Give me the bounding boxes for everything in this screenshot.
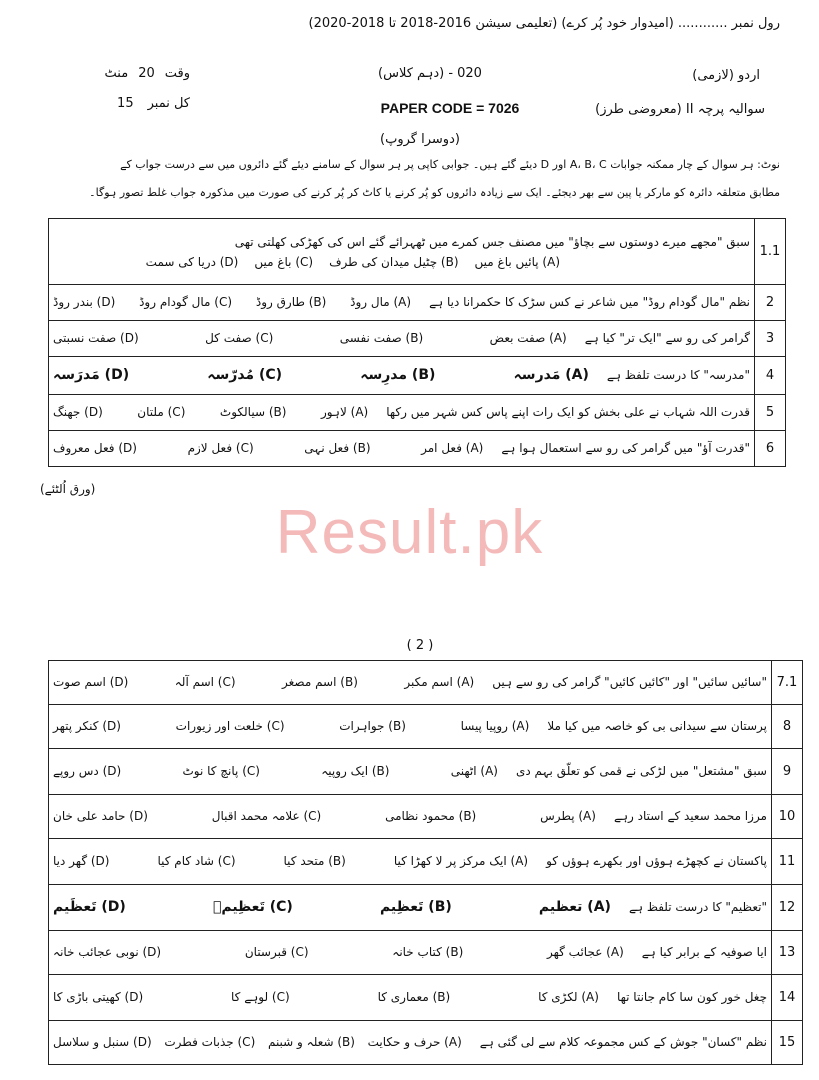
option-c: (C) باغ میں xyxy=(254,254,314,269)
option-a: (A) پطرس xyxy=(540,809,596,824)
question-text: ایا صوفیہ کے برابر کیا ہے xyxy=(641,945,767,960)
options-group xyxy=(53,764,498,778)
option-c: (C) شاد کام کیا xyxy=(157,854,236,869)
option-b: (B) شعلہ و شبنم xyxy=(267,1035,355,1050)
option-b: (B) فعل نہی xyxy=(304,441,371,456)
question-row xyxy=(49,661,803,705)
option-b: (B) چٹیل میدان کی طرف xyxy=(329,254,459,269)
options-group xyxy=(53,405,368,419)
note-line-2: مطابق متعلقہ دائرہ کو مارکر یا پین سے بھر دیجئے۔ ایک سے زیادہ دائروں کو پُر کرنے یا کاٹ کر پُر کرنے کی صورت میں مذکورہ جواب غلط تصور ہوگا۔ xyxy=(89,186,780,199)
question-body xyxy=(49,431,755,467)
option-d: (D) بندر روڈ xyxy=(53,295,116,310)
option-a: (A) ایک مرکز پر لا کھڑا کیا xyxy=(393,854,529,869)
option-b: (B) مدرِسہ xyxy=(360,367,436,384)
question-content xyxy=(53,945,767,959)
option-c: (C) فعل لازم xyxy=(187,441,254,456)
question-row xyxy=(49,219,786,285)
option-d: (D) حامد علی خان xyxy=(53,809,148,824)
question-row xyxy=(49,749,803,795)
question-body xyxy=(49,357,755,395)
paper-code: PAPER CODE = 7026 xyxy=(380,100,520,116)
options-group xyxy=(53,367,589,384)
question-number: 14 xyxy=(772,975,803,1021)
question-content xyxy=(53,441,750,455)
page-marker: ( 2 ) xyxy=(406,638,434,653)
question-text: پاکستان نے کچھڑے ہوؤں اور بکھرے ہوؤں کو xyxy=(546,854,767,869)
options-group xyxy=(53,295,411,309)
option-b: (B) ایک روپیہ xyxy=(321,764,390,779)
question-body xyxy=(49,705,772,749)
option-a: (A) مَدرسہ xyxy=(513,367,589,384)
options-group xyxy=(53,675,474,689)
option-d: (D) کنکر پتھر xyxy=(53,719,121,734)
option-c: (C) لوہے کا xyxy=(231,990,290,1005)
option-d: (D) تَعظَیم xyxy=(53,899,126,916)
question-text: سبق "مشتعل" میں لڑکی نے قمی کو تعلّق بہم دی xyxy=(515,764,767,779)
question-content xyxy=(53,235,750,269)
question-content xyxy=(53,990,767,1004)
total-marks-value: 15 xyxy=(117,96,134,111)
total-marks-block xyxy=(80,96,190,111)
option-c: (C) خلعت اور زیورات xyxy=(175,719,285,734)
option-d: (D) مَدرَسہ xyxy=(53,367,130,384)
question-text: "قدرت آؤ" میں گرامر کی رو سے استعمال ہوا ہے xyxy=(501,441,750,456)
mcq-table-1 xyxy=(48,218,786,467)
question-number: 4 xyxy=(755,357,786,395)
option-d: (D) جھنگ xyxy=(53,405,103,420)
question-number: 11 xyxy=(772,839,803,885)
question-content xyxy=(53,675,767,689)
question-content xyxy=(53,405,750,419)
question-row xyxy=(49,705,803,749)
option-a: (A) لکڑی کا xyxy=(538,990,599,1005)
question-text: سبق "مجھے میرے دوستوں سے بچاؤ" میں مصنف جس کمرے میں ٹھہرائے گئے اس کی کھڑکی کھلتی تھی xyxy=(234,234,750,249)
question-number: 6 xyxy=(755,431,786,467)
options-group xyxy=(53,1035,462,1049)
option-d: (D) کھیتی باڑی کا xyxy=(53,990,144,1005)
option-c: (C) صفت کل xyxy=(205,331,274,346)
question-content xyxy=(53,1035,767,1049)
option-b: (B) محمود نظامی xyxy=(385,809,477,824)
question-number: 2 xyxy=(755,285,786,321)
option-a: (A) صفت بعض xyxy=(489,331,567,346)
time-label: وقت xyxy=(164,66,190,81)
question-text: "مدرسہ" کا درست تلفظ ہے xyxy=(606,368,750,383)
options-group xyxy=(53,719,529,733)
options-group xyxy=(53,441,483,455)
options-group xyxy=(53,854,528,868)
option-c: (C) تَعظِیمؔ xyxy=(212,899,293,916)
options-group xyxy=(53,809,596,823)
watermark: Result.pk xyxy=(275,498,544,567)
question-body xyxy=(49,1021,772,1065)
option-b: (B) اسم مصغر xyxy=(282,675,358,690)
option-d: (D) دس روپے xyxy=(53,764,122,779)
question-text: پرستان سے سیدانی بی کو خاصہ میں کیا ملا xyxy=(547,719,767,734)
option-a: (A) اسم مکبر xyxy=(404,675,475,690)
option-a: (A) تعظیم xyxy=(538,899,611,916)
option-a: (A) لاہور xyxy=(320,405,369,420)
question-content xyxy=(53,854,767,868)
options-group xyxy=(53,331,567,345)
option-b: (B) تَعظِیم xyxy=(379,899,452,916)
options-group xyxy=(53,990,599,1004)
option-d: (D) دریا کی سمت xyxy=(145,254,239,269)
options-group xyxy=(53,255,750,269)
question-body xyxy=(49,285,755,321)
question-number: 9 xyxy=(772,749,803,795)
option-b: (B) کتاب خانہ xyxy=(392,945,464,960)
question-text: نظم "مال گودام روڈ" میں شاعر نے کس سڑک کا حکمرانا دیا ہے xyxy=(429,295,750,310)
option-b: (B) سیالکوٹ xyxy=(219,405,287,420)
mcq-table-2 xyxy=(48,660,803,1065)
option-d: (D) اسم صوت xyxy=(53,675,129,690)
option-a: (A) روپیا پیسا xyxy=(460,719,530,734)
question-row xyxy=(49,931,803,975)
question-text: نظم "کسان" جوش کے کس مجموعہ کلام سے لی گئی ہے xyxy=(479,1035,767,1050)
question-text: چغل خور کون سا کام جانتا تھا xyxy=(616,990,767,1005)
question-body xyxy=(49,661,772,705)
options-group xyxy=(53,945,624,959)
question-row xyxy=(49,431,786,467)
question-row xyxy=(49,885,803,931)
paper-level: 020 - (دہم کلاس) xyxy=(378,66,482,81)
question-text: گرامر کی رو سے "ایک تر" کیا ہے xyxy=(584,331,750,346)
question-body xyxy=(49,839,772,885)
question-body xyxy=(49,321,755,357)
question-content xyxy=(53,295,750,309)
question-number: 5 xyxy=(755,395,786,431)
question-content xyxy=(53,764,767,778)
question-row xyxy=(49,321,786,357)
question-body xyxy=(49,975,772,1021)
options-group xyxy=(53,899,611,916)
question-number: 3 xyxy=(755,321,786,357)
option-c: (C) جذبات فطرت xyxy=(164,1035,256,1050)
option-b: (B) جواہرات xyxy=(339,719,406,734)
question-body xyxy=(49,885,772,931)
question-row xyxy=(49,1021,803,1065)
question-number: 10 xyxy=(772,795,803,839)
option-c: (C) علامہ محمد اقبال xyxy=(211,809,322,824)
question-row xyxy=(49,839,803,885)
question-number: 13 xyxy=(772,931,803,975)
question-text: مرزا محمد سعید کے استاد رہے xyxy=(613,809,767,824)
option-d: (D) فعل معروف xyxy=(53,441,137,456)
question-content xyxy=(53,331,750,345)
question-number: 1.1 xyxy=(755,219,786,285)
question-text: "سائیں سائیں" اور "کائیں کائیں" گرامر کی رو سے ہیں xyxy=(492,675,767,690)
option-d: (D) سنبل و سلاسل xyxy=(53,1035,152,1050)
time-block xyxy=(80,66,190,81)
option-c: (C) مال گودام روڈ xyxy=(139,295,233,310)
turn-over-note: (ورق اُلٹئے) xyxy=(40,482,96,496)
option-b: (B) صفت نفسی xyxy=(339,331,424,346)
option-b: (B) طارق روڈ xyxy=(255,295,327,310)
option-a: (A) اٹھنی xyxy=(450,764,498,779)
question-content xyxy=(53,367,750,384)
question-row xyxy=(49,357,786,395)
option-d: (D) صفت نسبتی xyxy=(53,331,139,346)
option-a: (A) پائیں باغ میں xyxy=(474,254,560,269)
question-body xyxy=(49,931,772,975)
note-line-1: نوٹ: ہر سوال کے چار ممکنہ جوابات A، B، C اور D دیئے گئے ہیں۔ جوابی کاپی پر ہر سوال کے سامنے دیئے گئے دائروں میں سے درست جواب کے xyxy=(120,158,780,171)
question-content xyxy=(53,899,767,916)
question-body xyxy=(49,795,772,839)
question-body xyxy=(49,749,772,795)
question-row xyxy=(49,795,803,839)
subject-label: اردو (لازمی) xyxy=(692,68,760,83)
question-number: 15 xyxy=(772,1021,803,1065)
question-content xyxy=(53,809,767,823)
option-c: (C) ملتان xyxy=(137,405,186,420)
question-body xyxy=(49,219,755,285)
question-number: 7.1 xyxy=(772,661,803,705)
time-value: 20 xyxy=(138,66,155,81)
question-content xyxy=(53,719,767,733)
total-marks-label: کل نمبر xyxy=(147,96,190,111)
question-text: قدرت اللہ شہاب نے علی بخش کو ایک رات اپنے پاس کس شہر میں رکھا xyxy=(386,405,750,420)
option-a: (A) فعل امر xyxy=(421,441,484,456)
option-d: (D) گھر دیا xyxy=(53,854,110,869)
option-c: (C) اسم آلہ xyxy=(174,675,236,690)
option-b: (B) متحد کیا xyxy=(283,854,346,869)
option-a: (A) عجائب گھر xyxy=(546,945,624,960)
option-a: (A) حرف و حکایت xyxy=(367,1035,462,1050)
question-body xyxy=(49,395,755,431)
option-a: (A) مال روڈ xyxy=(350,295,412,310)
option-c: (C) قبرستان xyxy=(244,945,309,960)
question-row xyxy=(49,285,786,321)
question-text: "تعظیم" کا درست تلفظ ہے xyxy=(628,900,767,915)
paper-label: سوالیہ پرچہ II (معروضی طرز) xyxy=(595,102,765,117)
group-label: (دوسرا گروپ) xyxy=(380,132,460,147)
question-row xyxy=(49,975,803,1021)
time-unit: منٹ xyxy=(104,66,129,81)
question-number: 12 xyxy=(772,885,803,931)
option-d: (D) نوبی عجائب خانہ xyxy=(53,945,162,960)
question-row xyxy=(49,395,786,431)
option-c: (C) مُدرّسہ xyxy=(207,367,283,384)
header-top-line: رول نمبر ............ (امیدوار خود پُر کرے) (تعلیمی سیشن 2016-2018 تا 2018-2020) xyxy=(308,16,780,31)
question-number: 8 xyxy=(772,705,803,749)
option-c: (C) پانچ کا نوٹ xyxy=(182,764,260,779)
option-b: (B) معماری کا xyxy=(377,990,451,1005)
